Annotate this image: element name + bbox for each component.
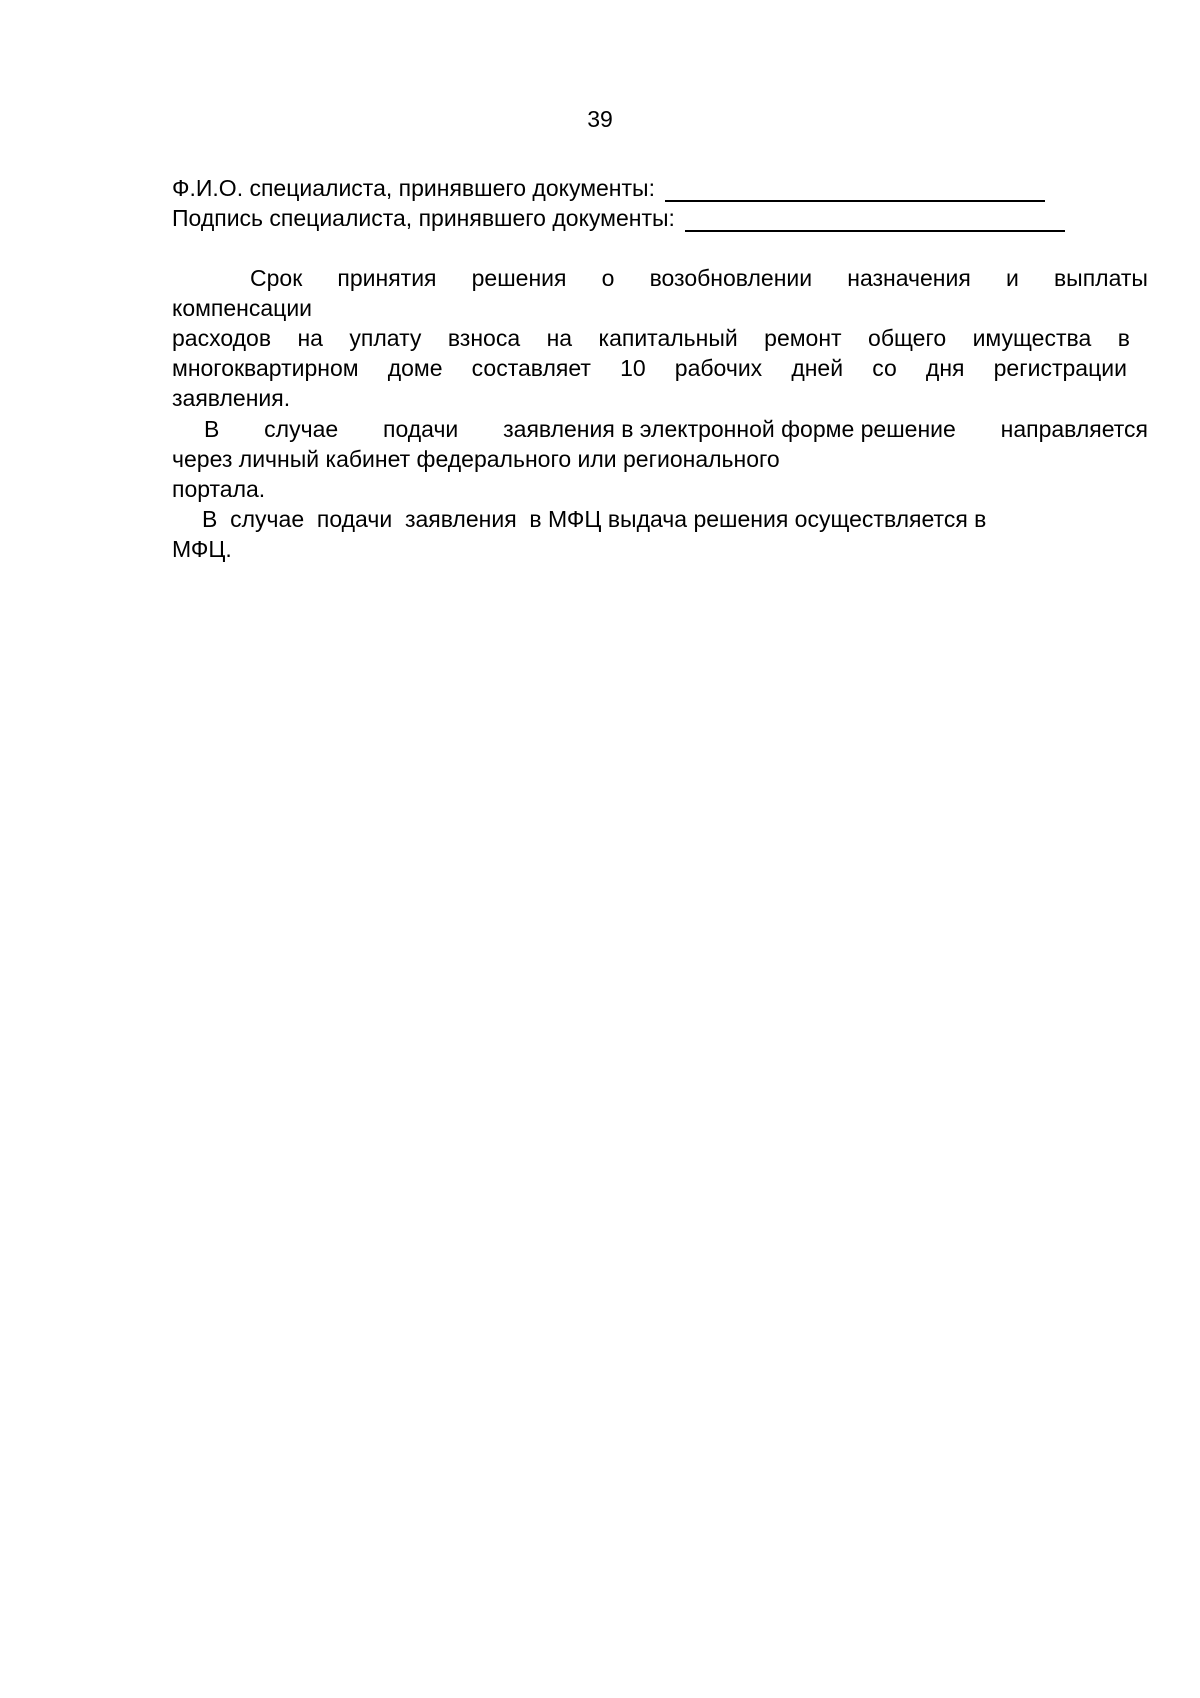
page-number: 39 (587, 106, 613, 132)
word: капитальный (598, 325, 738, 351)
word: назначения (847, 265, 971, 291)
word: выплаты (1053, 265, 1148, 291)
paragraph-3-line-1: В случае подачи заявления в МФЦ выдача решения осуществляется в (202, 506, 987, 532)
word: Срок (250, 265, 303, 291)
paragraph-1-line-4 (172, 354, 1127, 382)
word: общего (868, 325, 947, 351)
word: возобновлении (649, 265, 813, 291)
paragraph-1-line-3 (172, 324, 1130, 352)
fio-blank-line (665, 178, 1045, 202)
word: о (601, 265, 615, 291)
word: случае (264, 416, 339, 442)
word: взноса (447, 325, 521, 351)
word: имущества (972, 325, 1092, 351)
word: подачи (383, 416, 459, 442)
word: регистрации (993, 355, 1127, 381)
word: дня (925, 355, 965, 381)
word: 10 (620, 355, 646, 381)
word: уплату (349, 325, 422, 351)
word: многоквартирном (172, 355, 359, 381)
word: принятия (337, 265, 437, 291)
paragraph-2-line-3: портала. (172, 476, 266, 502)
word: заявления в электронной форме решение (503, 416, 956, 442)
fio-label: Ф.И.О. специалиста, принявшего документы: (172, 175, 655, 201)
word: в (1117, 325, 1130, 351)
word: ремонт (764, 325, 842, 351)
word: направляется (1000, 416, 1148, 442)
word: и (1005, 265, 1019, 291)
fio-row (172, 174, 1045, 202)
word: доме (387, 355, 443, 381)
paragraph-1-line-5: заявления. (172, 385, 291, 411)
signature-row (172, 204, 1065, 232)
paragraph-3-line-2: МФЦ. (172, 536, 232, 562)
word: дней (791, 355, 844, 381)
word: со (872, 355, 897, 381)
signature-blank-line (685, 208, 1065, 232)
word: решения (471, 265, 567, 291)
word: составляет (471, 355, 591, 381)
word: на (546, 325, 573, 351)
word: расходов (172, 325, 272, 351)
paragraph-1-line-1 (250, 264, 1148, 292)
word: В (204, 416, 220, 442)
word: рабочих (674, 355, 763, 381)
word: на (297, 325, 323, 351)
paragraph-2-line-1 (204, 415, 1148, 443)
signature-label: Подпись специалиста, принявшего документы: (172, 205, 675, 231)
paragraph-2-line-2: через личный кабинет федерального или регионального (172, 446, 780, 472)
paragraph-1-line-2: компенсации (172, 295, 313, 321)
